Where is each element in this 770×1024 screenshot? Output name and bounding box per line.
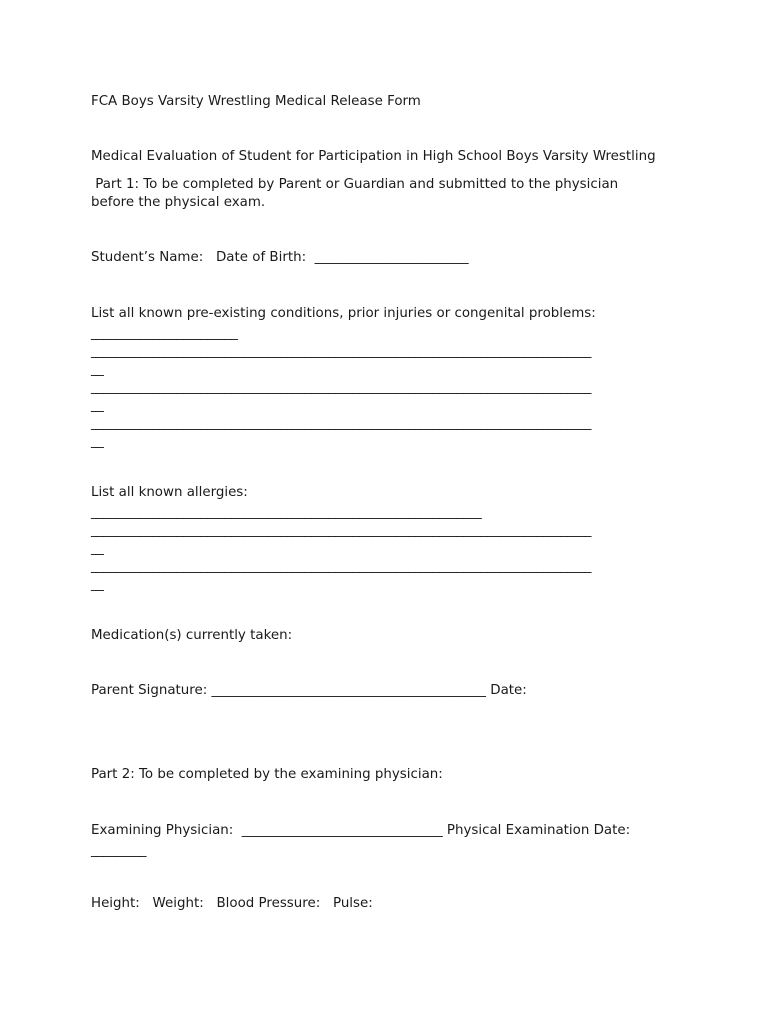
student-name-dob-row[interactable]: Student’s Name: Date of Birth: _______________________ (91, 250, 469, 265)
physician-row-wrap[interactable]: _________ (91, 843, 146, 858)
conditions-blank-wrap-4: __ (91, 434, 104, 449)
allergies-blank-wrap-2: __ (91, 541, 104, 556)
conditions-label: List all known pre-existing conditions, prior injuries or congenital problems: (91, 306, 596, 321)
conditions-blank-line-3[interactable]: __________________________________________________________________________________ (91, 380, 591, 395)
conditions-blank-line-4[interactable]: __________________________________________________________________________________ (91, 416, 591, 431)
conditions-blank-line-2[interactable]: __________________________________________________________________________________ (91, 344, 591, 359)
allergies-blank-line-2[interactable]: __________________________________________________________________________________ (91, 523, 591, 538)
vitals-row[interactable]: Height: Weight: Blood Pressure: Pulse: (91, 896, 373, 911)
conditions-blank-wrap-2: __ (91, 362, 104, 377)
allergies-blank-wrap-3: __ (91, 577, 104, 592)
form-subtitle: Medical Evaluation of Student for Participation in High School Boys Varsity Wrestling (91, 149, 656, 164)
medications-label[interactable]: Medication(s) currently taken: (91, 628, 293, 643)
allergies-blank-line-3[interactable]: __________________________________________________________________________________ (91, 559, 591, 574)
parent-signature-row[interactable]: Parent Signature: _________________________________________ Date: (91, 683, 527, 698)
form-title: FCA Boys Varsity Wrestling Medical Release Form (91, 94, 421, 109)
part1-heading-line2: before the physical exam. (91, 195, 266, 210)
physician-row[interactable]: Examining Physician: ______________________________ Physical Examination Date: (91, 823, 631, 838)
allergies-label: List all known allergies: (91, 485, 248, 500)
conditions-blank-wrap-3: __ (91, 398, 104, 413)
part1-heading-line1: Part 1: To be completed by Parent or Guardian and submitted to the physician (91, 177, 619, 192)
conditions-blank-line-1[interactable]: ________________________ (91, 326, 238, 341)
allergies-blank-line-1[interactable]: ________________________________________________________________ (91, 505, 482, 520)
part2-heading: Part 2: To be completed by the examining physician: (91, 767, 443, 782)
